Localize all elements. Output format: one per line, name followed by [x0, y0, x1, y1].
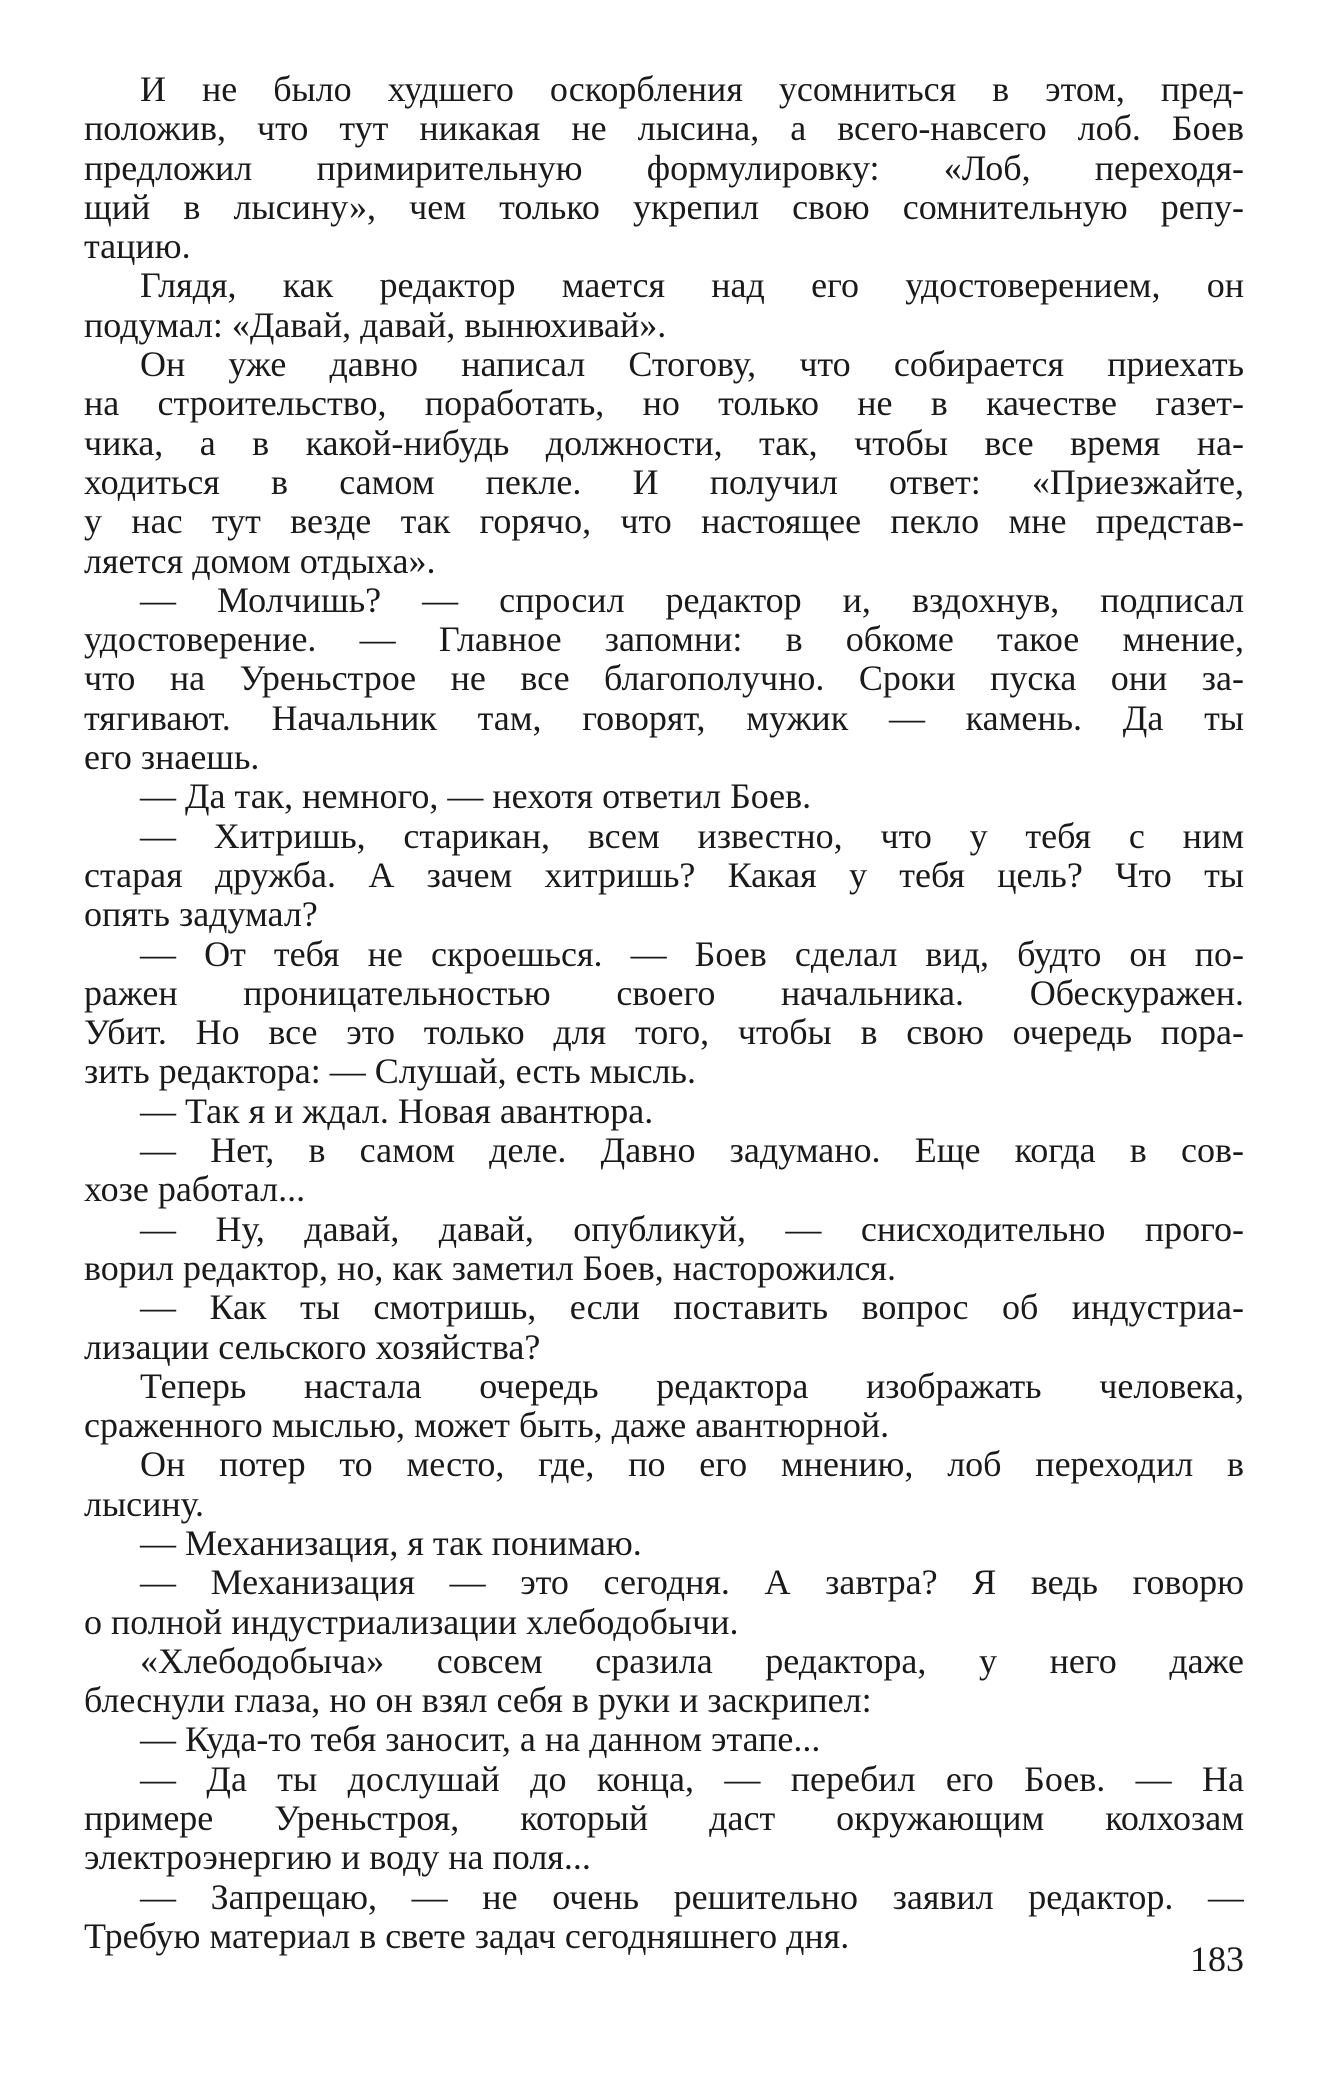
text-line: предложил примирительную формулировку: «Лоб, переходя- [84, 148, 1244, 188]
text-line: — Нет, в самом деле. Давно задумано. Еще когда в сов- [140, 1131, 1244, 1171]
text-line: — Так я и ждал. Новая авантюра. [140, 1091, 654, 1131]
text-line: ляется домом отдыха». [84, 541, 436, 581]
text-line: — Да так, немного, — нехотя ответил Боев. [140, 777, 812, 817]
book-page-text [84, 70, 1244, 1956]
text-line: — Молчишь? — спросил редактор и, вздохнув, подписал [140, 580, 1244, 620]
text-line: сраженного мыслью, может быть, даже авантюрной. [84, 1406, 890, 1446]
text-line: опять задумал? [84, 895, 318, 935]
text-line: — Механизация, я так понимаю. [140, 1523, 642, 1563]
text-line: Он потер то место, где, по его мнению, лоб переходил в [140, 1445, 1244, 1485]
text-line: хозе работал... [84, 1170, 306, 1210]
text-line: старая дружба. А зачем хитришь? Какая у тебя цель? Что ты [84, 855, 1244, 895]
text-line: — Хитришь, старикан, всем известно, что у тебя с ним [140, 816, 1244, 856]
text-line: тягивают. Начальник там, говорят, мужик — камень. Да ты [84, 698, 1244, 738]
text-line: подумал: «Давай, давай, вынюхивай». [84, 305, 667, 345]
text-line: на строительство, поработать, но только не в качестве газет- [84, 384, 1244, 424]
text-line: его знаешь. [84, 738, 260, 778]
text-line: чика, а в какой-нибудь должности, так, чтобы все время на- [84, 423, 1244, 463]
text-line: И не было худшего оскорбления усомниться в этом, пред- [140, 70, 1244, 109]
text-line: Требую материал в свете задач сегодняшнего дня. [84, 1916, 850, 1956]
text-line: Теперь настала очередь редактора изображать человека, [140, 1366, 1244, 1406]
text-line: ходиться в самом пекле. И получил ответ: «Приезжайте, [84, 462, 1244, 502]
text-line: Глядя, как редактор мается над его удостоверением, он [140, 266, 1244, 306]
text-line: — Ну, давай, давай, опубликуй, — снисходительно прого- [140, 1209, 1244, 1249]
text-line: положив, что тут никакая не лысина, а всего-навсего лоб. Боев [84, 109, 1244, 149]
text-line: — Запрещаю, — не очень решительно заявил редактор. — [140, 1877, 1244, 1917]
text-line: Убит. Но все это только для того, чтобы в свою очередь пора- [84, 1013, 1244, 1053]
text-line: — Да ты дослушай до конца, — перебил его Боев. — На [140, 1759, 1244, 1799]
text-line: у нас тут везде так горячо, что настоящее пекло мне представ- [84, 502, 1244, 542]
text-line: тацию. [84, 227, 191, 267]
text-line: примере Уреньстроя, который даст окружающим колхозам [84, 1799, 1244, 1839]
text-line: «Хлебодобыча» совсем сразила редактора, у него даже [140, 1641, 1244, 1681]
text-line: что на Уреньстрое не все благополучно. Сроки пуска они за- [84, 659, 1244, 699]
text-line: электроэнергию и воду на поля... [84, 1838, 591, 1878]
text-line: Он уже давно написал Стогову, что собирается приехать [140, 345, 1244, 385]
text-line: лизации сельского хозяйства? [84, 1327, 541, 1367]
text-line: о полной индустриализации хлебодобычи. [84, 1602, 739, 1642]
text-line: — Механизация — это сегодня. А завтра? Я ведь говорю [140, 1563, 1244, 1603]
text-line: щий в лысину», чем только укрепил свою сомнительную репу- [84, 187, 1244, 227]
text-line: ражен проницательностью своего начальника. Обескуражен. [84, 973, 1244, 1013]
text-line: — Как ты смотришь, если поставить вопрос об индустриа- [140, 1288, 1244, 1328]
text-line: — Куда-то тебя заносит, а на данном этапе... [140, 1720, 821, 1760]
page-number: 183 [1190, 1939, 1244, 1979]
text-line: лысину. [84, 1484, 205, 1524]
text-line: — От тебя не скроешься. — Боев сделал вид, будто он по- [140, 934, 1244, 974]
text-line: ворил редактор, но, как заметил Боев, насторожился. [84, 1248, 896, 1288]
text-line: удостоверение. — Главное запомни: в обкоме такое мнение, [84, 620, 1244, 660]
text-line: зить редактора: — Слушай, есть мысль. [84, 1052, 696, 1092]
text-line: блеснули глаза, но он взял себя в руки и заскрипел: [84, 1681, 872, 1721]
